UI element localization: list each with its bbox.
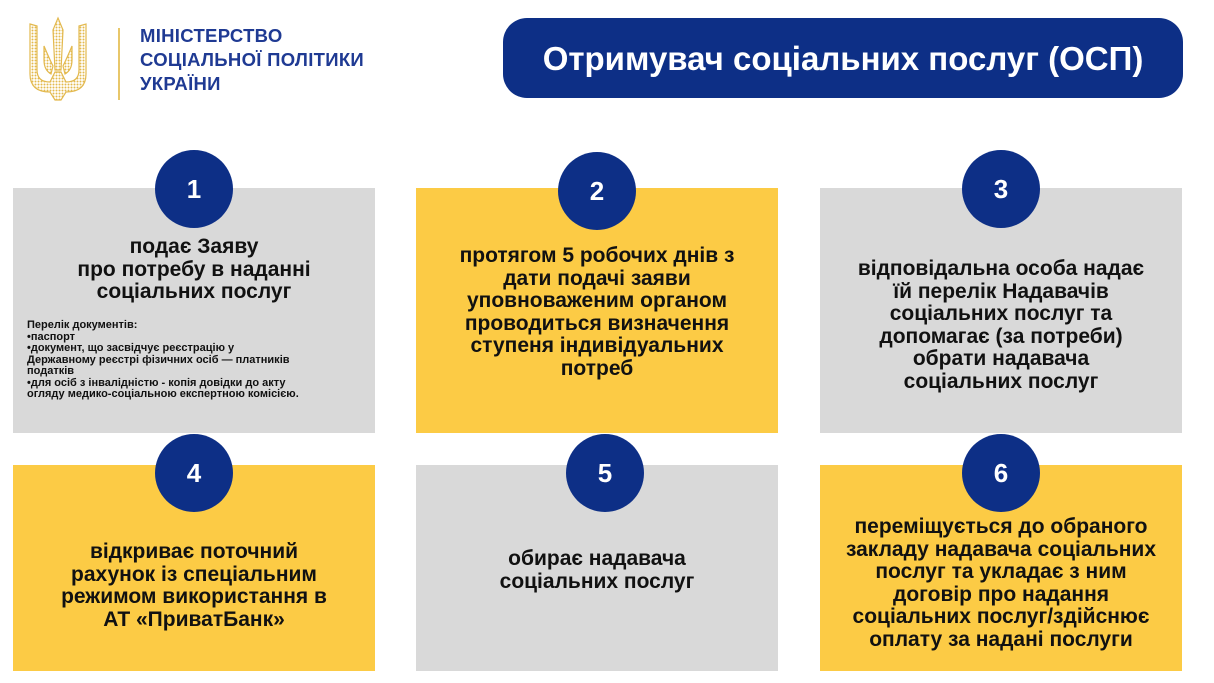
ministry-name xyxy=(140,24,364,96)
step-line: дати подачі заяви xyxy=(503,266,691,290)
step-number-2: 2 xyxy=(558,152,636,230)
documents-line: податків xyxy=(27,365,75,377)
step-text xyxy=(25,541,363,631)
step-line: соціальних послуг xyxy=(96,280,292,303)
step-line: соціальних послуг xyxy=(903,369,1099,393)
step-line: рахунок із спеціальним xyxy=(71,562,317,586)
step-line: уповноваженим органом xyxy=(466,289,728,312)
step-line: про потребу в наданні xyxy=(77,257,311,281)
page-title: Отримувач соціальних послуг (ОСП) xyxy=(503,18,1183,98)
step-number-3: 3 xyxy=(962,150,1040,228)
step-line: закладу надавача соціальних xyxy=(845,537,1157,561)
step-line: оплату за надані послуги xyxy=(869,627,1133,651)
step-line: режимом використання в xyxy=(61,585,327,608)
documents-list xyxy=(27,320,369,401)
step-number-1: 1 xyxy=(155,150,233,228)
ministry-name-line: СОЦІАЛЬНОЇ ПОЛІТИКИ xyxy=(140,49,365,70)
step-line: ступеня індивідуальних xyxy=(470,334,724,357)
step-line: обирає надавача xyxy=(508,547,686,570)
step-line: проводиться визначення xyxy=(464,311,730,335)
documents-line: •паспорт xyxy=(27,330,76,343)
step-line: соціальних послуг xyxy=(499,569,695,593)
documents-line: Перелік документів: xyxy=(27,319,138,331)
documents-line: огляду медико-соціальною експертною комісією. xyxy=(27,388,299,400)
ministry-logo xyxy=(22,14,382,104)
ministry-name-line: МІНІСТЕРСТВО xyxy=(140,25,283,46)
step-line: обрати надавача xyxy=(912,347,1090,370)
step-line: потреб xyxy=(560,356,634,380)
step-line: відкриває поточний xyxy=(89,540,299,563)
documents-line: •для осіб з інвалідністю - копія довідки до акту xyxy=(27,376,286,389)
step-number-4: 4 xyxy=(155,434,233,512)
step-line: соціальних послуг/здійснює xyxy=(852,605,1150,628)
step-line: відповідальна особа надає xyxy=(857,257,1145,280)
ministry-name-line: УКРАЇНИ xyxy=(140,73,221,94)
step-line: послуг та укладає з ним xyxy=(875,560,1127,583)
trident-icon xyxy=(22,14,94,102)
documents-line: •документ, що засвідчує реєстрацію у xyxy=(27,342,235,354)
step-text xyxy=(832,258,1170,393)
step-line: АТ «ПриватБанк» xyxy=(103,607,285,631)
step-number-6: 6 xyxy=(962,434,1040,512)
step-text xyxy=(25,236,363,304)
step-line: соціальних послуг та xyxy=(889,302,1113,325)
step-line: подає Заяву xyxy=(129,235,259,258)
step-line: договір про надання xyxy=(892,582,1110,606)
documents-line: Державному реєстрі фізичних осіб — платників xyxy=(27,353,290,366)
step-text xyxy=(428,548,766,593)
step-line: протягом 5 робочих днів з xyxy=(459,244,735,267)
step-line: їй перелік Надавачів xyxy=(893,279,1109,303)
step-line: допомагає (за потреби) xyxy=(879,324,1123,348)
step-line: переміщується до обраного xyxy=(854,515,1148,538)
step-text xyxy=(832,516,1170,651)
step-text xyxy=(428,245,766,380)
step-number-5: 5 xyxy=(566,434,644,512)
logo-divider xyxy=(118,28,120,100)
